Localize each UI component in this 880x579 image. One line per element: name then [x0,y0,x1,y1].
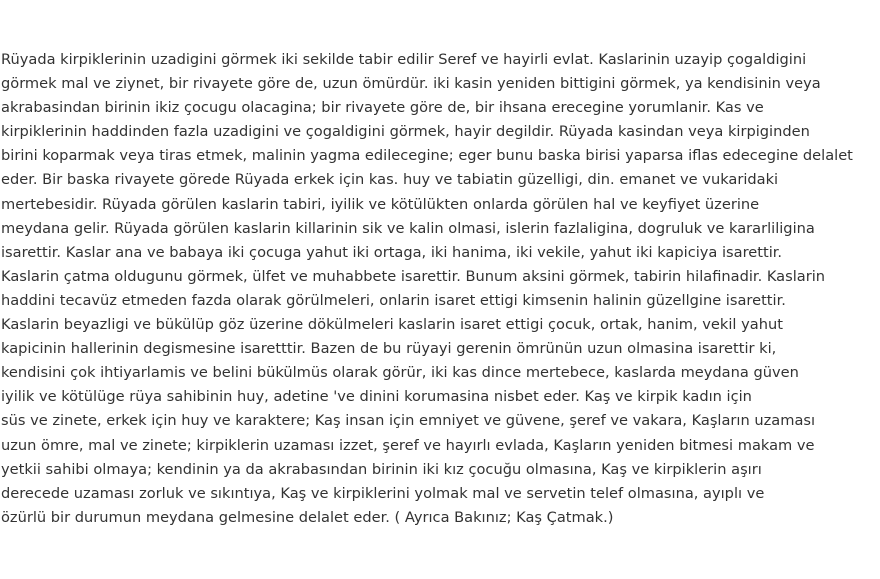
text-line: görmek mal ve ziynet, bir rivayete göre de, uzun ömürdür. iki kasin yeniden bittigini görmek, ya kendisinin veya [1,75,821,93]
text-line: süs ve zinete, erkek için huy ve karaktere; Kaş insan için emniyet ve güvene, şeref ve vakara, Kaşların uzaması [1,412,816,430]
text-line: akrabasindan birinin ikiz çocugu olacagina; bir rivayete göre de, bir ihsana erecegine yorumlanir. Kas ve [1,99,764,117]
text-line: kendisini çok ihtiyarlamis ve belini bükülmüs olarak görür, iki kas dince mertebece, kaslarda meydana güven [1,364,799,382]
text-line: Kaslarin çatma oldugunu görmek, ülfet ve muhabbete isarettir. Bunum aksini görmek, tabirin hilafinadir. Kaslarin [1,267,826,285]
text-line: mertebesidir. Rüyada görülen kaslarin tabiri, iyilik ve kötülükten onlarda görülen hal ve keyfiyet üzerine [1,195,760,213]
text-line: meydana gelir. Rüyada görülen kaslarin killarinin sik ve kalin olmasi, islerin fazlaligina, dogruluk ve kararliligina [1,219,815,237]
text-line: Kaslarin beyazligi ve bükülüp göz üzerine dökülmeleri kaslarin isaret ettigi çocuk, ortak, hanim, vekil yahut [1,316,783,334]
text-line: haddini tecavüz etmeden fazda olarak görülmeleri, onlarin isaret ettigi kimsenin halinin güzellgine isarettir. [1,291,786,309]
text-line: eder. Bir baska rivayete görede Rüyada erkek için kas. huy ve tabiatin güzelligi, din. emanet ve vukaridaki [1,171,779,189]
text-line: birini koparmak veya tiras etmek, malinin yagma edilecegine; eger bunu baska birisi yaparsa iflas edecegine delalet [1,147,853,165]
text-line: derecede uzaması zorluk ve sıkıntıya, Kaş ve kirpiklerini yolmak mal ve servetin telef olmasına, ayıplı ve [1,484,765,502]
document-body [1,48,877,530]
text-line: Rüyada kirpiklerinin uzadigini görmek iki sekilde tabir edilir Seref ve hayirli evlat. Kaslarinin uzayip çogaldigini [1,51,807,68]
text-line: yetkii sahibi olmaya; kendinin ya da akrabasından birinin iki kız çocuğu olmasına, Kaş ve kirpiklerin aşırı [1,460,762,478]
text-line: iyilik ve kötülüge rüya sahibinin huy, adetine 've dinini korumasina nisbet eder. Kaş ve kirpik kadın için [1,388,752,406]
text-line: isarettir. Kaslar ana ve babaya iki çocuga yahut iki ortaga, iki hanima, iki vekile, yahut iki kapiciya isarettir. [1,243,783,261]
text-line: kirpiklerinin haddinden fazla uzadigini ve çogaldigini görmek, hayir degildir. Rüyada kasindan veya kirpiginden [1,123,810,141]
text-line: kapicinin hallerinin degismesine isaretttir. Bazen de bu rüyayi gerenin ömrünün uzun olmasina isarettir ki, [1,340,777,358]
text-line: uzun ömre, mal ve zinete; kirpiklerin uzaması izzet, şeref ve hayırlı evlada, Kaşların yeniden bitmesi makam ve [1,436,815,454]
text-line: özürlü bir durumun meydana gelmesine delalet eder. ( Ayrıca Bakınız; Kaş Çatmak.) [1,508,614,526]
